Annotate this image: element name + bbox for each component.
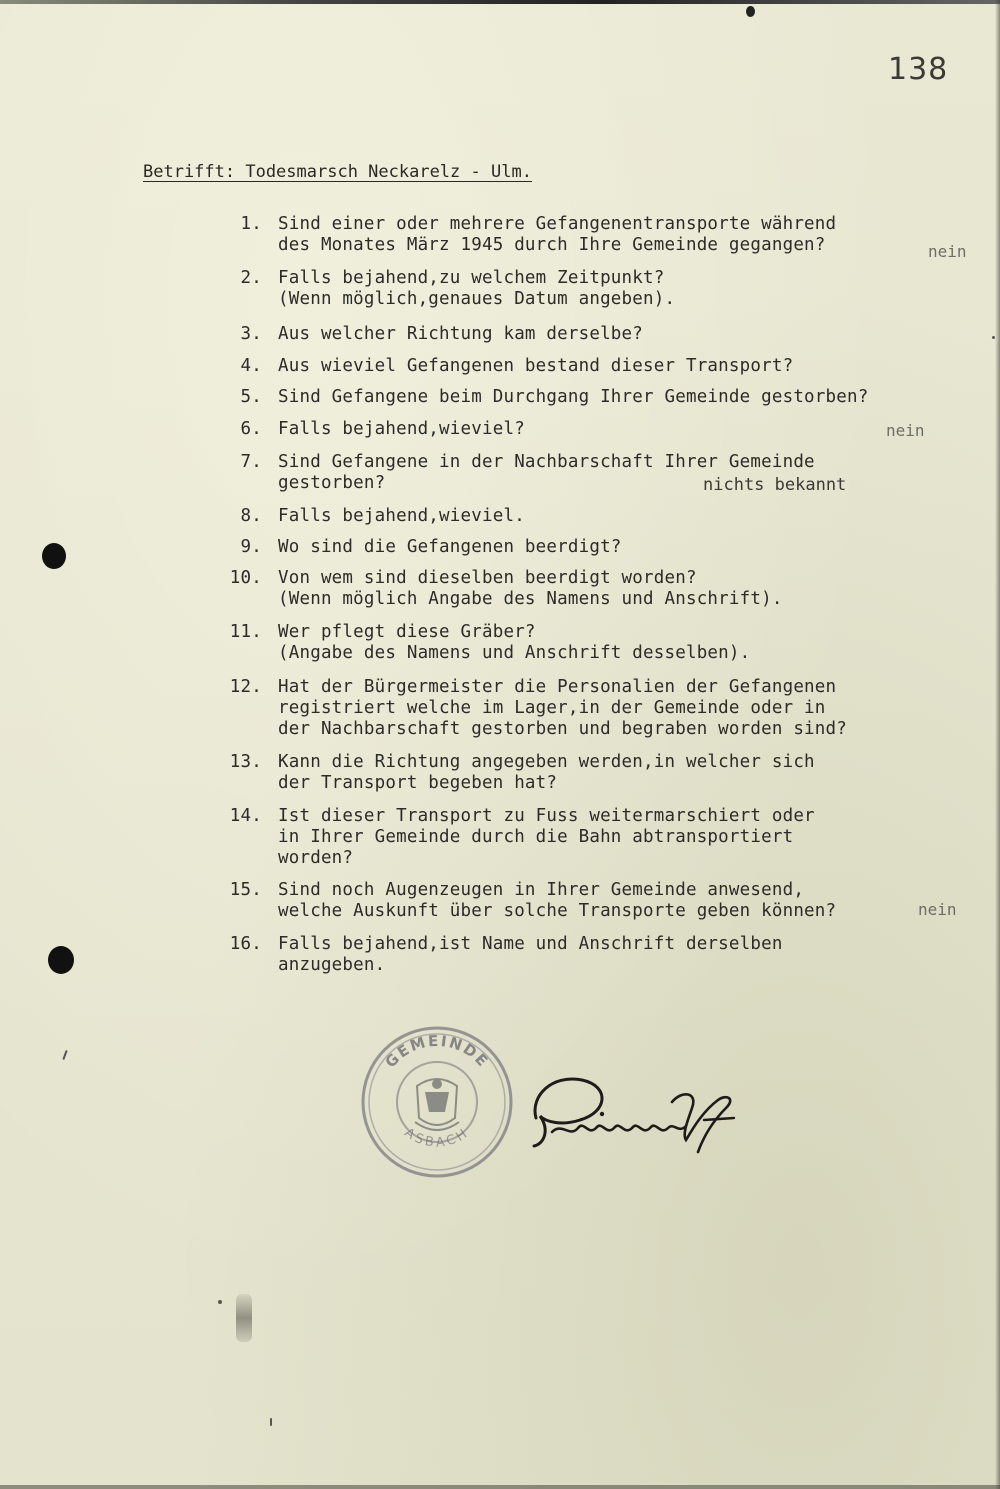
- question-text: Sind noch Augenzeugen in Ihrer Gemeinde anwesend,: [278, 880, 805, 900]
- question-text: gestorben?: [278, 473, 386, 493]
- question-text: Falls bejahend,wieviel.: [278, 506, 525, 526]
- question-number: 13.: [229, 752, 262, 772]
- question-text: Sind Gefangene beim Durchgang Ihrer Gemeinde gestorben?: [278, 387, 869, 407]
- question-number: 4.: [240, 356, 262, 376]
- question-number: 16.: [229, 934, 262, 954]
- question-number: 10.: [229, 568, 262, 588]
- question-number: 11.: [229, 622, 262, 642]
- question-text: Falls bejahend,wieviel?: [278, 419, 525, 439]
- question-text: (Wenn möglich Angabe des Namens und Anschrift).: [278, 589, 783, 609]
- punch-hole-lower: [48, 946, 74, 974]
- municipal-stamp: [355, 1020, 519, 1184]
- question-text: Von wem sind dieselben beerdigt worden?: [278, 568, 697, 588]
- punch-hole-upper: [42, 543, 66, 569]
- question-number: 12.: [229, 677, 262, 697]
- question-number: 3.: [240, 324, 262, 344]
- question-text: der Transport begeben hat?: [278, 773, 558, 793]
- question-text: welche Auskunft über solche Transporte geben können?: [278, 901, 837, 921]
- stamp-text-top: GEMEINDE: [381, 1031, 493, 1072]
- ink-spot: [746, 6, 755, 17]
- question-text: registriert welche im Lager,in der Gemeinde oder in: [278, 698, 826, 718]
- question-text: Hat der Bürgermeister die Personalien der Gefangenen: [278, 677, 837, 697]
- question-number: 5.: [240, 387, 262, 407]
- subject-line: Betrifft: Todesmarsch Neckarelz - Ulm.: [143, 162, 532, 182]
- paper-speck: [270, 1418, 272, 1426]
- stamp-crest-icon: [415, 1079, 459, 1130]
- top-edge-shadow: [0, 0, 1000, 4]
- stamp-text-bottom: ASBACH: [401, 1125, 473, 1151]
- question-number: 14.: [229, 806, 262, 826]
- question-text: (Wenn möglich,genaues Datum angeben).: [278, 289, 676, 309]
- right-edge-shadow: [995, 0, 1000, 1489]
- question-text: des Monates März 1945 durch Ihre Gemeinde gegangen?: [278, 235, 826, 255]
- question-number: 6.: [240, 419, 262, 439]
- paper-smudge: [236, 1294, 252, 1342]
- question-text: Kann die Richtung angegeben werden,in welcher sich: [278, 752, 815, 772]
- question-text: Sind einer oder mehrere Gefangenentransporte während: [278, 214, 837, 234]
- question-text: Aus wieviel Gefangenen bestand dieser Transport?: [278, 356, 794, 376]
- question-text: der Nachbarschaft gestorben und begraben worden sind?: [278, 719, 848, 739]
- paper-speck: [62, 1050, 67, 1060]
- question-text: (Angabe des Namens und Anschrift desselben).: [278, 643, 751, 663]
- answer-q7: nichts bekannt: [703, 475, 847, 495]
- question-text: Sind Gefangene in der Nachbarschaft Ihrer Gemeinde: [278, 452, 815, 472]
- answer-q1: nein: [928, 242, 967, 261]
- question-text: worden?: [278, 848, 354, 868]
- question-number: 15.: [229, 880, 262, 900]
- answer-q15: nein: [918, 900, 957, 919]
- question-number: 8.: [240, 506, 262, 526]
- question-text: Falls bejahend,zu welchem Zeitpunkt?: [278, 268, 665, 288]
- question-text: Aus welcher Richtung kam derselbe?: [278, 324, 644, 344]
- bottom-edge-shadow: [0, 1485, 1000, 1489]
- question-text: anzugeben.: [278, 955, 386, 975]
- question-text: Wo sind die Gefangenen beerdigt?: [278, 537, 622, 557]
- paper-speck: [992, 336, 995, 339]
- handwritten-signature: [522, 1060, 752, 1170]
- question-text: Falls bejahend,ist Name und Anschrift derselben: [278, 934, 783, 954]
- question-text: in Ihrer Gemeinde durch die Bahn abtransportiert: [278, 827, 794, 847]
- question-number: 9.: [240, 537, 262, 557]
- question-number: 1.: [240, 214, 262, 234]
- page-number: 138: [888, 52, 949, 87]
- paper-speck: [218, 1300, 222, 1304]
- question-text: Ist dieser Transport zu Fuss weitermarschiert oder: [278, 806, 815, 826]
- question-number: 7.: [240, 452, 262, 472]
- question-number: 2.: [240, 268, 262, 288]
- question-text: Wer pflegt diese Gräber?: [278, 622, 536, 642]
- answer-q6: nein: [886, 421, 925, 440]
